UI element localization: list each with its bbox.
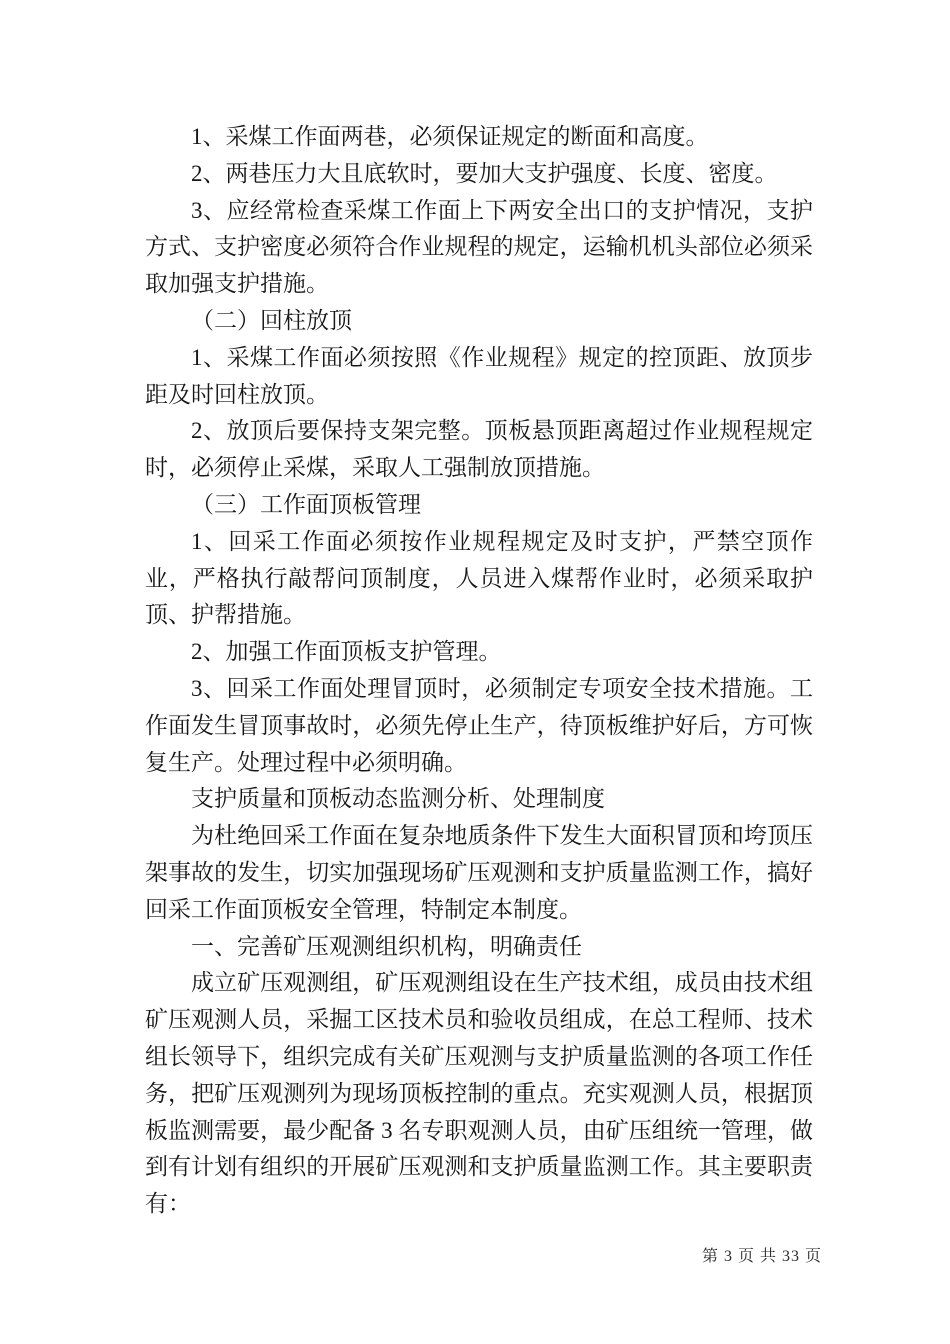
- paragraph-list-item-2b: 2、放顶后要保持支架完整。顶板悬顶距离超过作业规程规定时，必须停止采煤，采取人工强制放顶措施。: [145, 418, 813, 481]
- paragraph-list-item-1b: 1、采煤工作面必须按照《作业规程》规定的控顶距、放顶步距及时回柱放顶。: [145, 344, 813, 407]
- section-heading-one: 一、完善矿压观测组织机构，明确责任: [191, 933, 582, 959]
- paragraph-list-item-3: 3、应经常检查采煤工作面上下两安全出口的支护情况，支护方式、支护密度必须符合作业规程的规定，运输机机头部位必须采取加强支护措施。: [145, 197, 813, 297]
- section-heading-3: （三）工作面顶板管理: [191, 491, 421, 517]
- paragraph-list-item-1: 1、采煤工作面两巷，必须保证规定的断面和高度。: [191, 124, 709, 149]
- paragraph-list-item-2c: 2、加强工作面顶板支护管理。: [191, 639, 502, 665]
- paragraph-intro: 为杜绝回采工作面在复杂地质条件下发生大面积冒顶和垮顶压架事故的发生，切实加强现场矿压观测和支护质量监测工作，搞好回采工作面顶板安全管理，特制定本制度。: [145, 823, 813, 922]
- document-subtitle: 支护质量和顶板动态监测分析、处理制度: [191, 786, 605, 812]
- document-body: [145, 119, 813, 1223]
- paragraph-list-item-1c: 1、回采工作面必须按作业规程规定及时支护，严禁空顶作业，严格执行敲帮问顶制度，人员进入煤帮作业时，必须采取护顶、护帮措施。: [145, 528, 813, 628]
- paragraph-list-item-3c: 3、回采工作面处理冒顶时，必须制定专项安全技术措施。工作面发生冒顶事故时，必须先停止生产，待顶板维护好后，方可恢复生产。处理过程中必须明确。: [145, 675, 813, 775]
- paragraph-body: 成立矿压观测组，矿压观测组设在生产技术组，成员由技术组矿压观测人员，采掘工区技术员和验收员组成，在总工程师、技术组长领导下，组织完成有关矿压观测与支护质量监测的各项工作任务，把矿压观测列为现场顶板控制的重点。充实观测人员，根据顶板监测需要，最少配备 3 名专职观测人员，由矿压组统一管理，做到有计划有组织的开展矿压观测和支护质量监测工作。其主要职责有：: [145, 970, 813, 1217]
- page-footer: 第 3 页 共 33 页: [701, 1248, 822, 1265]
- section-heading-2: （二）回柱放顶: [191, 307, 352, 333]
- paragraph-list-item-2: 2、两巷压力大且底软时，要加大支护强度、长度、密度。: [191, 160, 778, 186]
